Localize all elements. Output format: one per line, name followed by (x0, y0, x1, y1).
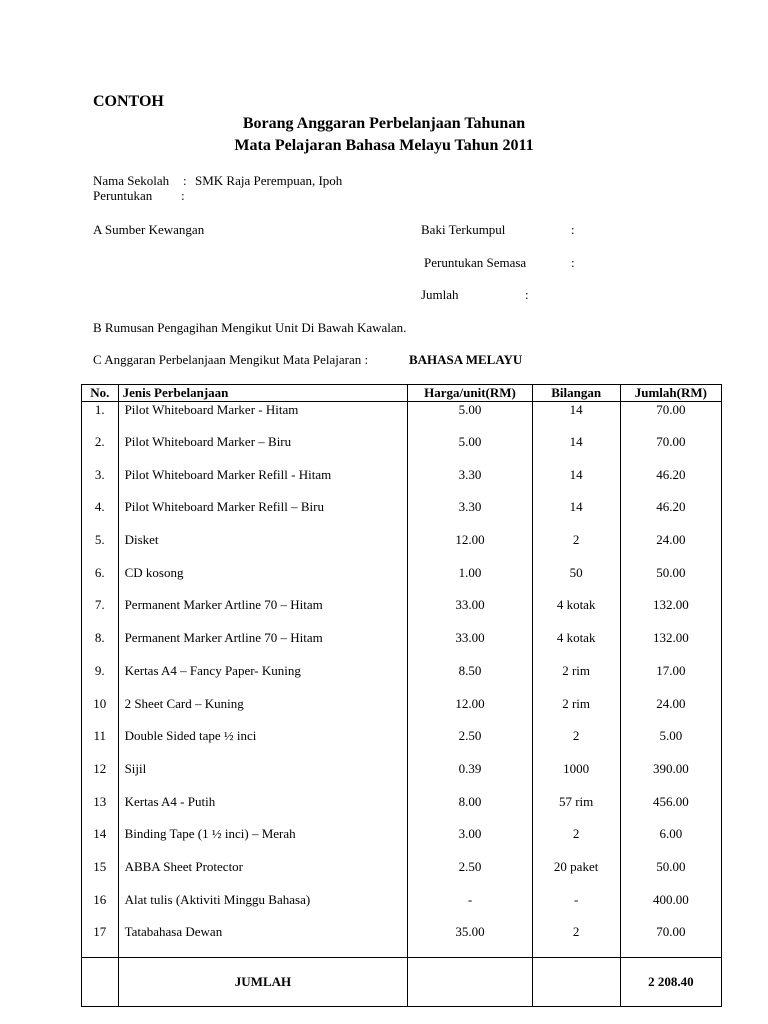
table-row (82, 859, 722, 892)
table-header-row (82, 385, 722, 402)
section-c-label: C Anggaran Perbelanjaan Mengikut Mata Pelajaran : (93, 352, 369, 367)
row-item: Kertas A4 – Fancy Paper- Kuning (118, 663, 408, 696)
jumlah-label: Jumlah (421, 287, 459, 302)
row-quantity: 14 (532, 499, 620, 532)
table-total-row (82, 958, 722, 1007)
row-amount: 132.00 (620, 630, 721, 663)
row-number: 8. (82, 630, 119, 663)
document-heading: CONTOH (93, 93, 164, 110)
row-item: Sijil (118, 761, 408, 794)
row-price: 8.00 (408, 794, 532, 827)
row-price: 5.00 (408, 402, 532, 435)
row-quantity: - (532, 892, 620, 925)
row-quantity: 2 (532, 826, 620, 859)
row-amount: 6.00 (620, 826, 721, 859)
table-row (82, 826, 722, 859)
total-amount: 2 208.40 (620, 958, 721, 1007)
row-number: 5. (82, 532, 119, 565)
table-row (82, 892, 722, 925)
row-price: 12.00 (408, 696, 532, 729)
table-row (82, 467, 722, 500)
row-number: 1. (82, 402, 119, 435)
total-label: JUMLAH (118, 958, 408, 1007)
row-price: - (408, 892, 532, 925)
allocation-separator: : (181, 188, 185, 203)
row-amount: 50.00 (620, 859, 721, 892)
row-price: 3.30 (408, 467, 532, 500)
row-item: CD kosong (118, 565, 408, 598)
row-item: Pilot Whiteboard Marker - Hitam (118, 402, 408, 435)
row-item: Pilot Whiteboard Marker Refill - Hitam (118, 467, 408, 500)
row-quantity: 14 (532, 402, 620, 435)
header-price: Harga/unit(RM) (408, 385, 532, 402)
row-price: 5.00 (408, 434, 532, 467)
row-quantity: 4 kotak (532, 630, 620, 663)
peruntukan-semasa-label: Peruntukan Semasa (424, 255, 527, 270)
row-number: 13 (82, 794, 119, 827)
row-item: Pilot Whiteboard Marker – Biru (118, 434, 408, 467)
document-title-line2: Mata Pelajaran Bahasa Melayu Tahun 2011 (234, 137, 534, 154)
table-row (82, 565, 722, 598)
header-no: No. (82, 385, 119, 402)
row-price: 8.50 (408, 663, 532, 696)
row-item: Permanent Marker Artline 70 – Hitam (118, 597, 408, 630)
row-amount: 5.00 (620, 728, 721, 761)
row-price: 12.00 (408, 532, 532, 565)
row-number: 15 (82, 859, 119, 892)
table-row (82, 924, 722, 957)
row-price: 1.00 (408, 565, 532, 598)
row-amount: 70.00 (620, 924, 721, 957)
table-row (82, 728, 722, 761)
table-row (82, 499, 722, 532)
row-quantity: 50 (532, 565, 620, 598)
peruntukan-semasa-separator: : (571, 255, 575, 270)
row-quantity: 2 rim (532, 696, 620, 729)
row-price: 0.39 (408, 761, 532, 794)
row-item: 2 Sheet Card – Kuning (118, 696, 408, 729)
row-amount: 70.00 (620, 434, 721, 467)
row-number: 14 (82, 826, 119, 859)
row-number: 2. (82, 434, 119, 467)
total-no-cell (82, 958, 119, 1007)
row-amount: 24.00 (620, 696, 721, 729)
row-item: Binding Tape (1 ½ inci) – Merah (118, 826, 408, 859)
row-price: 2.50 (408, 728, 532, 761)
budget-table (81, 384, 722, 1007)
row-price: 2.50 (408, 859, 532, 892)
row-number: 9. (82, 663, 119, 696)
row-price: 3.30 (408, 499, 532, 532)
table-body (82, 402, 722, 958)
header-item: Jenis Perbelanjaan (118, 385, 408, 402)
school-name-value: SMK Raja Perempuan, Ipoh (195, 173, 343, 188)
row-amount: 390.00 (620, 761, 721, 794)
row-quantity: 57 rim (532, 794, 620, 827)
jumlah-separator: : (525, 287, 529, 302)
row-item: Pilot Whiteboard Marker Refill – Biru (118, 499, 408, 532)
row-number: 7. (82, 597, 119, 630)
row-number: 6. (82, 565, 119, 598)
row-number: 12 (82, 761, 119, 794)
school-name-label: Nama Sekolah (93, 173, 170, 188)
row-price: 33.00 (408, 630, 532, 663)
row-price: 35.00 (408, 924, 532, 957)
row-number: 10 (82, 696, 119, 729)
row-quantity: 2 rim (532, 663, 620, 696)
baki-terkumpul-label: Baki Terkumpul (421, 222, 506, 237)
total-quantity-cell (532, 958, 620, 1007)
table-row (82, 663, 722, 696)
row-amount: 46.20 (620, 499, 721, 532)
row-quantity: 1000 (532, 761, 620, 794)
row-price: 33.00 (408, 597, 532, 630)
section-b-label: B Rumusan Pengagihan Mengikut Unit Di Bawah Kawalan. (93, 320, 407, 335)
baki-terkumpul-separator: : (571, 222, 575, 237)
row-amount: 456.00 (620, 794, 721, 827)
row-number: 3. (82, 467, 119, 500)
row-number: 11 (82, 728, 119, 761)
row-quantity: 2 (532, 532, 620, 565)
total-price-cell (408, 958, 532, 1007)
table-row (82, 630, 722, 663)
school-name-separator: : (183, 173, 187, 188)
row-amount: 70.00 (620, 402, 721, 435)
row-quantity: 2 (532, 924, 620, 957)
row-number: 17 (82, 924, 119, 957)
header-amount: Jumlah(RM) (620, 385, 721, 402)
allocation-label: Peruntukan (93, 188, 153, 203)
table-row (82, 597, 722, 630)
row-item: Tatabahasa Dewan (118, 924, 408, 957)
row-quantity: 14 (532, 434, 620, 467)
row-item: Double Sided tape ½ inci (118, 728, 408, 761)
row-amount: 17.00 (620, 663, 721, 696)
row-number: 4. (82, 499, 119, 532)
document-title-line1: Borang Anggaran Perbelanjaan Tahunan (242, 115, 526, 132)
row-amount: 24.00 (620, 532, 721, 565)
row-amount: 46.20 (620, 467, 721, 500)
table-row (82, 794, 722, 827)
row-item: Kertas A4 - Putih (118, 794, 408, 827)
row-quantity: 14 (532, 467, 620, 500)
row-amount: 50.00 (620, 565, 721, 598)
section-a-label: A Sumber Kewangan (93, 222, 205, 237)
row-quantity: 2 (532, 728, 620, 761)
row-amount: 400.00 (620, 892, 721, 925)
table-row (82, 696, 722, 729)
table-row (82, 761, 722, 794)
row-quantity: 4 kotak (532, 597, 620, 630)
row-number: 16 (82, 892, 119, 925)
section-c-subject: BAHASA MELAYU (409, 352, 523, 367)
header-quantity: Bilangan (532, 385, 620, 402)
row-item: Disket (118, 532, 408, 565)
row-amount: 132.00 (620, 597, 721, 630)
table-row (82, 402, 722, 435)
row-quantity: 20 paket (532, 859, 620, 892)
table-row (82, 434, 722, 467)
row-item: Permanent Marker Artline 70 – Hitam (118, 630, 408, 663)
row-item: ABBA Sheet Protector (118, 859, 408, 892)
row-item: Alat tulis (Aktiviti Minggu Bahasa) (118, 892, 408, 925)
table-row (82, 532, 722, 565)
row-price: 3.00 (408, 826, 532, 859)
